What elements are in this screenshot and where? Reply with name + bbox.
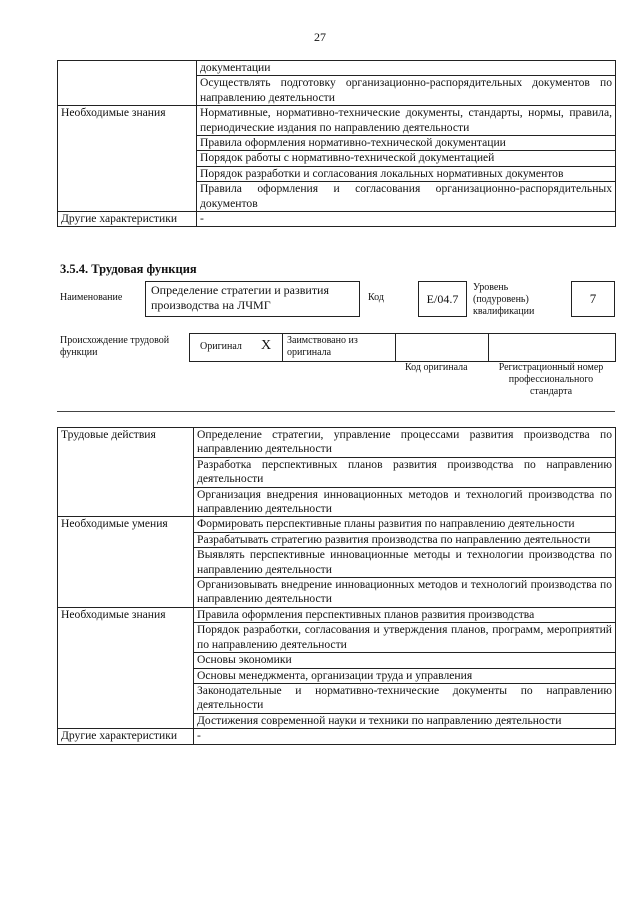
table-cell: Порядок разработки и согласования локальных нормативных документов bbox=[197, 166, 616, 181]
reg-number-caption: Регистрационный номер профессионального стандарта bbox=[498, 362, 604, 397]
level-value: 7 bbox=[589, 291, 597, 306]
table-cell: Правила оформления перспективных планов развития производства bbox=[194, 607, 616, 622]
table-cell: Достижения современной науки и техники по направлению деятельности bbox=[194, 713, 616, 728]
table-cell: Правила оформления и согласования организационно-распорядительных документов bbox=[197, 182, 616, 212]
table-cell: Правила оформления нормативно-технической документации bbox=[197, 136, 616, 151]
original-label: Оригинал bbox=[200, 341, 242, 352]
borrowed-label: Заимствовано из оригинала bbox=[287, 335, 358, 358]
origin-divider bbox=[395, 334, 396, 361]
level-value-box bbox=[571, 281, 615, 317]
table-cell: документации bbox=[197, 61, 616, 76]
table-cell: Определение стратегии, управление процессами развития производства по направлению деятельности bbox=[194, 428, 616, 458]
original-mark: X bbox=[261, 338, 272, 353]
table-row bbox=[58, 212, 616, 227]
table-cell: Разработка перспективных планов развития производства по направлению деятельности bbox=[194, 457, 616, 487]
code-value: E/04.7 bbox=[426, 291, 459, 306]
origin-divider bbox=[282, 334, 283, 361]
code-value-box bbox=[418, 281, 467, 317]
table-row bbox=[58, 607, 616, 622]
row-label: Другие характеристики bbox=[58, 212, 197, 227]
table-cell: Формировать перспективные планы развития по направлению деятельности bbox=[194, 517, 616, 532]
name-label: Наименование bbox=[60, 292, 123, 303]
table-cell: Законодательные и нормативно-технические документы по направлению деятельности bbox=[194, 683, 616, 713]
table-cell: Нормативные, нормативно-технические документы, стандарты, нормы, правила, периодические издания по направлению деятельности bbox=[197, 106, 616, 136]
table-cell: Основы экономики bbox=[194, 653, 616, 668]
table-cell: Основы менеджмента, организации труда и управления bbox=[194, 668, 616, 683]
table-row bbox=[58, 428, 616, 458]
row-label: Другие характеристики bbox=[58, 729, 194, 744]
row-label: Необходимые знания bbox=[58, 106, 197, 212]
origin-divider bbox=[488, 334, 489, 361]
table-cell: Разрабатывать стратегию развития производства по направлению деятельности bbox=[194, 532, 616, 547]
section-title: 3.5.4. Трудовая функция bbox=[60, 262, 197, 276]
divider-line bbox=[57, 411, 615, 412]
table-row bbox=[58, 106, 616, 136]
row-label: Трудовые действия bbox=[58, 428, 194, 517]
labor-function-table bbox=[57, 427, 616, 745]
table-cell: - bbox=[197, 212, 616, 227]
origin-table bbox=[189, 333, 616, 362]
table-row bbox=[58, 517, 616, 532]
table-cell: Организация внедрения инновационных методов и технологий производства по направлению деятельности bbox=[194, 487, 616, 517]
table-cell: Организовывать внедрение инновационных методов и технологий производства по направлению деятельности bbox=[194, 578, 616, 608]
code-label: Код bbox=[368, 292, 384, 303]
table-cell: Выявлять перспективные инновационные методы и технологии производства по направлению деятельности bbox=[194, 548, 616, 578]
origin-label: Происхождение трудовой функции bbox=[60, 335, 170, 358]
name-value-box bbox=[145, 281, 360, 317]
table-row bbox=[58, 61, 616, 76]
row-label: Необходимые умения bbox=[58, 517, 194, 607]
row-label: Необходимые знания bbox=[58, 607, 194, 728]
page-number: 27 bbox=[314, 30, 326, 44]
code-original-caption: Код оригинала bbox=[405, 362, 468, 373]
table-cell: Осуществлять подготовку организационно-распорядительных документов по направлению деятельности bbox=[197, 76, 616, 106]
table-row bbox=[58, 729, 616, 744]
table-cell: Порядок разработки, согласования и утверждения планов, программ, мероприятий по направлению деятельности bbox=[194, 623, 616, 653]
name-value: Определение стратегии и развития производства на ЛЧМГ bbox=[151, 283, 330, 312]
row-label bbox=[58, 61, 197, 106]
knowledge-table-continued bbox=[57, 60, 616, 227]
table-cell: Порядок работы с нормативно-технической документацией bbox=[197, 151, 616, 166]
level-label: Уровень (подуровень) квалификации bbox=[473, 282, 535, 317]
table-cell: - bbox=[194, 729, 616, 744]
